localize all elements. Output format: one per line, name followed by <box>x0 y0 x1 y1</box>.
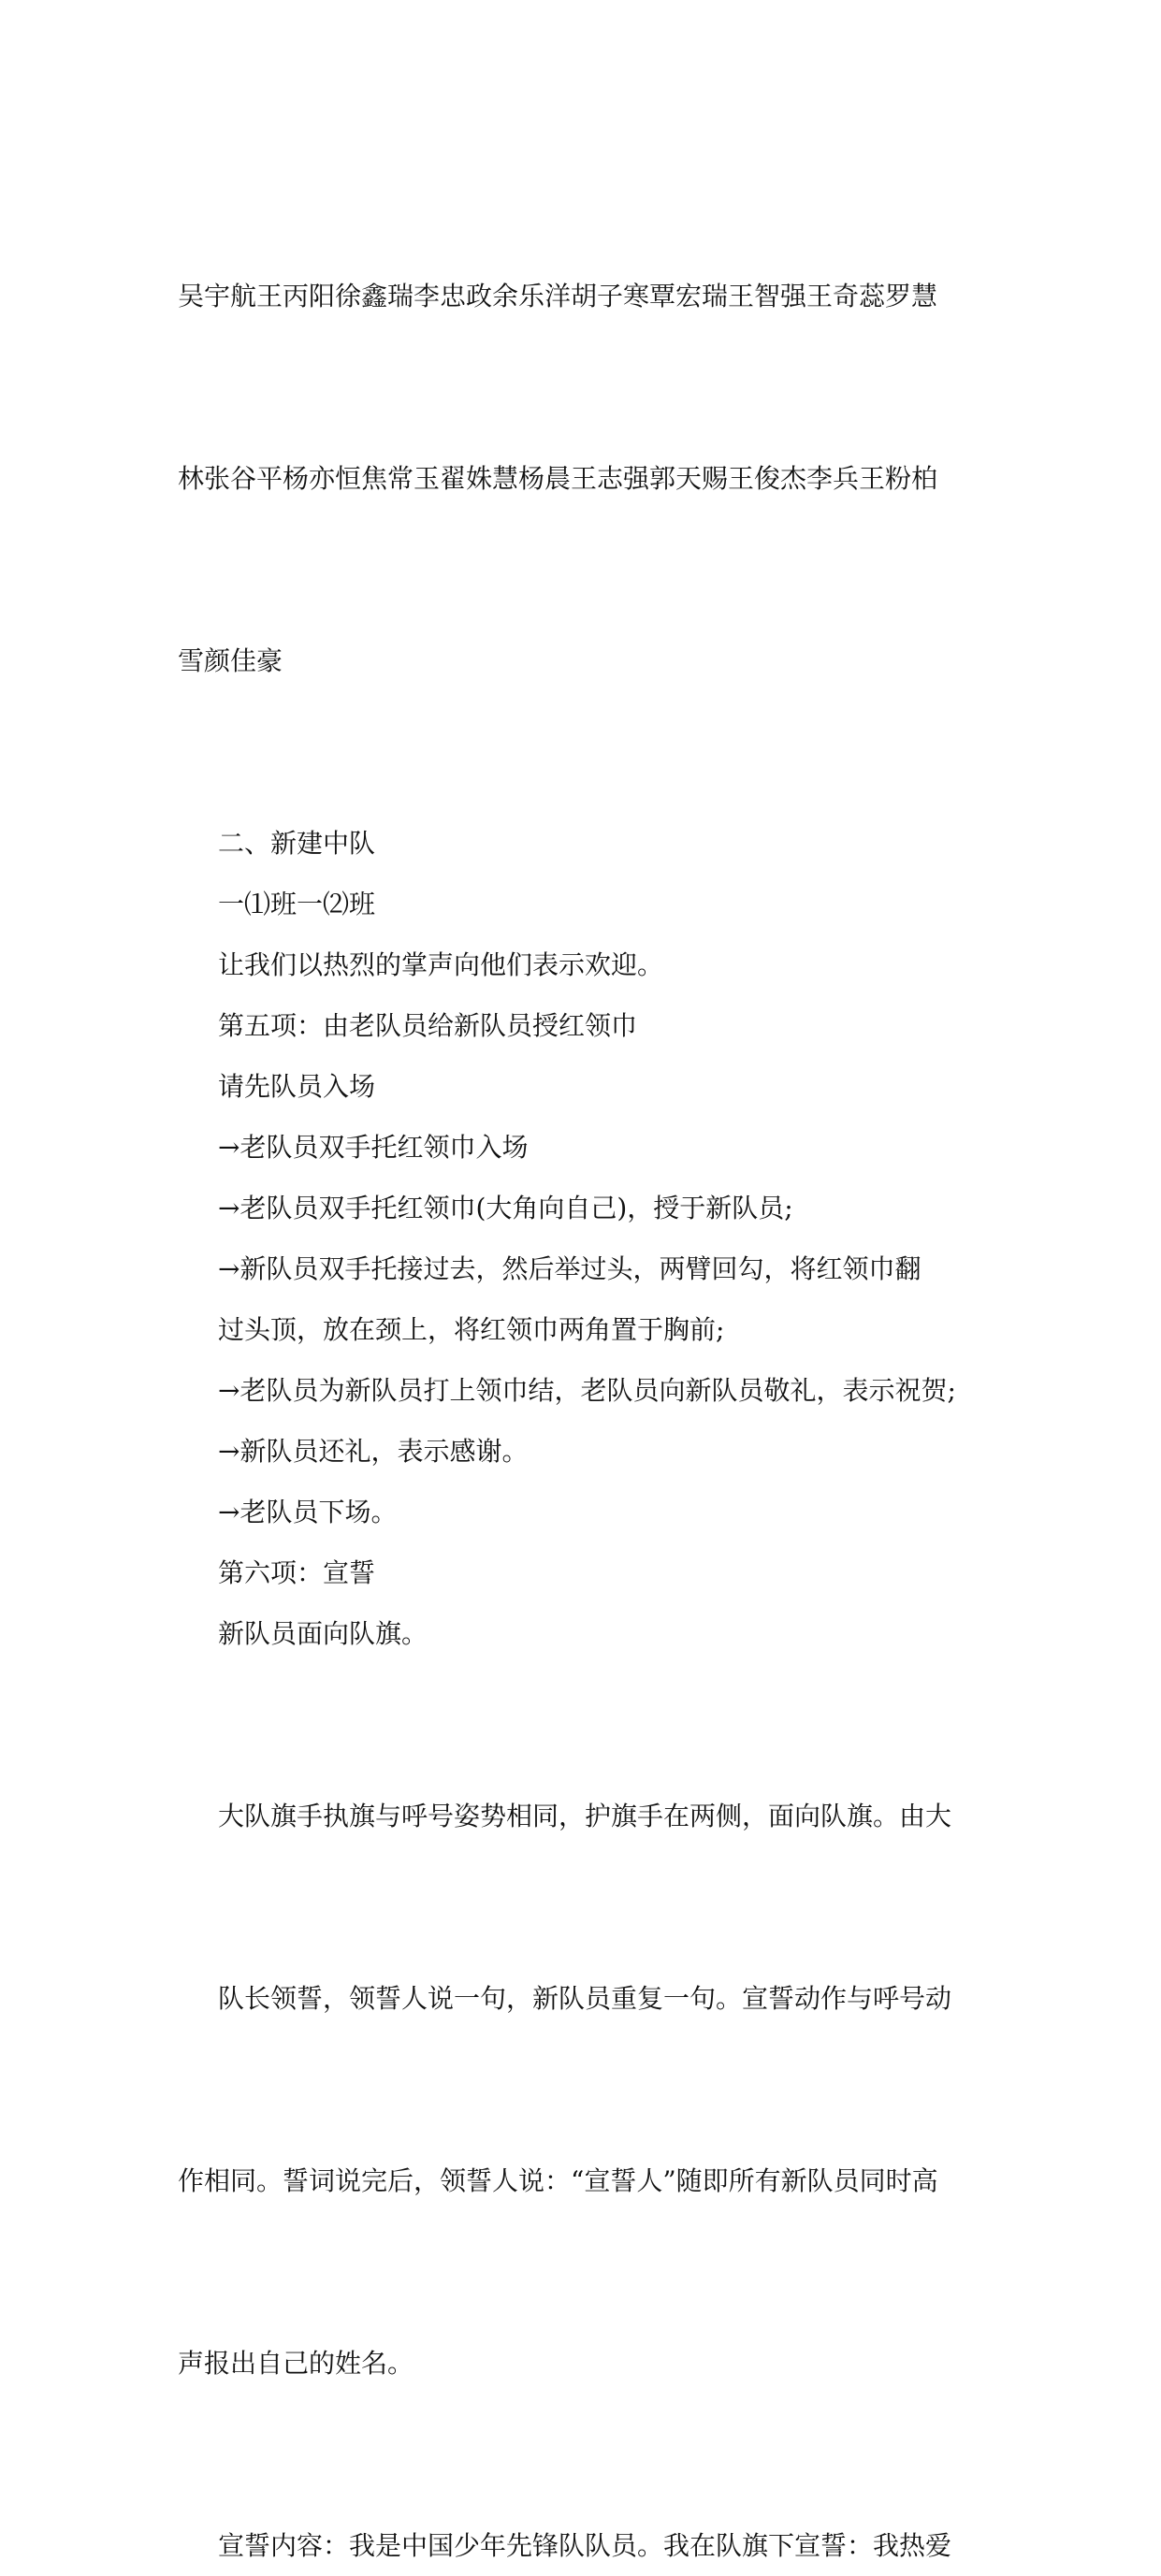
welcome-line: 让我们以热烈的掌声向他们表示欢迎。 <box>218 949 664 980</box>
oath-instruction-line: 声报出自己的姓名。 <box>178 2348 414 2379</box>
face-flag-line: 新队员面向队旗。 <box>218 1618 428 1649</box>
step-line: →新队员双手托接过去，然后举过头，两臂回勾，将红领巾翻 <box>218 1253 922 1284</box>
names-line: 林张谷平杨亦恒焦常玉翟姝慧杨晨王志强郭天赐王俊杰李兵王粉柏 <box>178 463 938 494</box>
oath-instruction-line: 队长领誓，领誓人说一句，新队员重复一句。宣誓动作与呼号动 <box>218 1983 952 2014</box>
names-paragraph <box>178 144 1001 813</box>
oath-instruction-line: 大队旗手执旗与呼号姿势相同，护旗手在两侧，面向队旗。由大 <box>218 1801 952 1831</box>
section-heading-new-squad: 二、新建中队 <box>218 828 376 859</box>
classes-line: 一⑴班一⑵班 <box>218 889 376 919</box>
oath-instruction-line: 作相同。誓词说完后，领誓人说：“宣誓人”随即所有新队员同时高 <box>178 2165 938 2196</box>
step-line: →老队员双手托红领巾入场 <box>218 1132 529 1163</box>
item5-title: 第五项：由老队员给新队员授红领巾 <box>218 1010 638 1041</box>
names-line: 雪颜佳豪 <box>178 645 283 676</box>
document-body <box>178 144 1001 2576</box>
step-line: →老队员双手托红领巾(大角向自己)，授于新队员; <box>218 1193 793 1223</box>
step-line: 过头顶，放在颈上，将红领巾两角置于胸前; <box>218 1314 725 1345</box>
oath-instruction-paragraph <box>178 1664 1001 2515</box>
oath-content-line: 宣誓内容：我是中国少年先锋队队员。我在队旗下宣誓：我热爱 <box>218 2530 952 2561</box>
step-line: →老队员下场。 <box>218 1497 398 1527</box>
names-line: 吴宇航王丙阳徐鑫瑞李忠政余乐洋胡子寒覃宏瑞王智强王奇蕊罗慧 <box>178 281 938 311</box>
step-line: →新队员还礼，表示感谢。 <box>218 1436 529 1467</box>
step-line: →老队员为新队员打上领巾结，老队员向新队员敬礼，表示祝贺; <box>218 1375 956 1406</box>
item6-title: 第六项：宣誓 <box>218 1557 376 1588</box>
enter-request: 请先队员入场 <box>218 1071 376 1102</box>
